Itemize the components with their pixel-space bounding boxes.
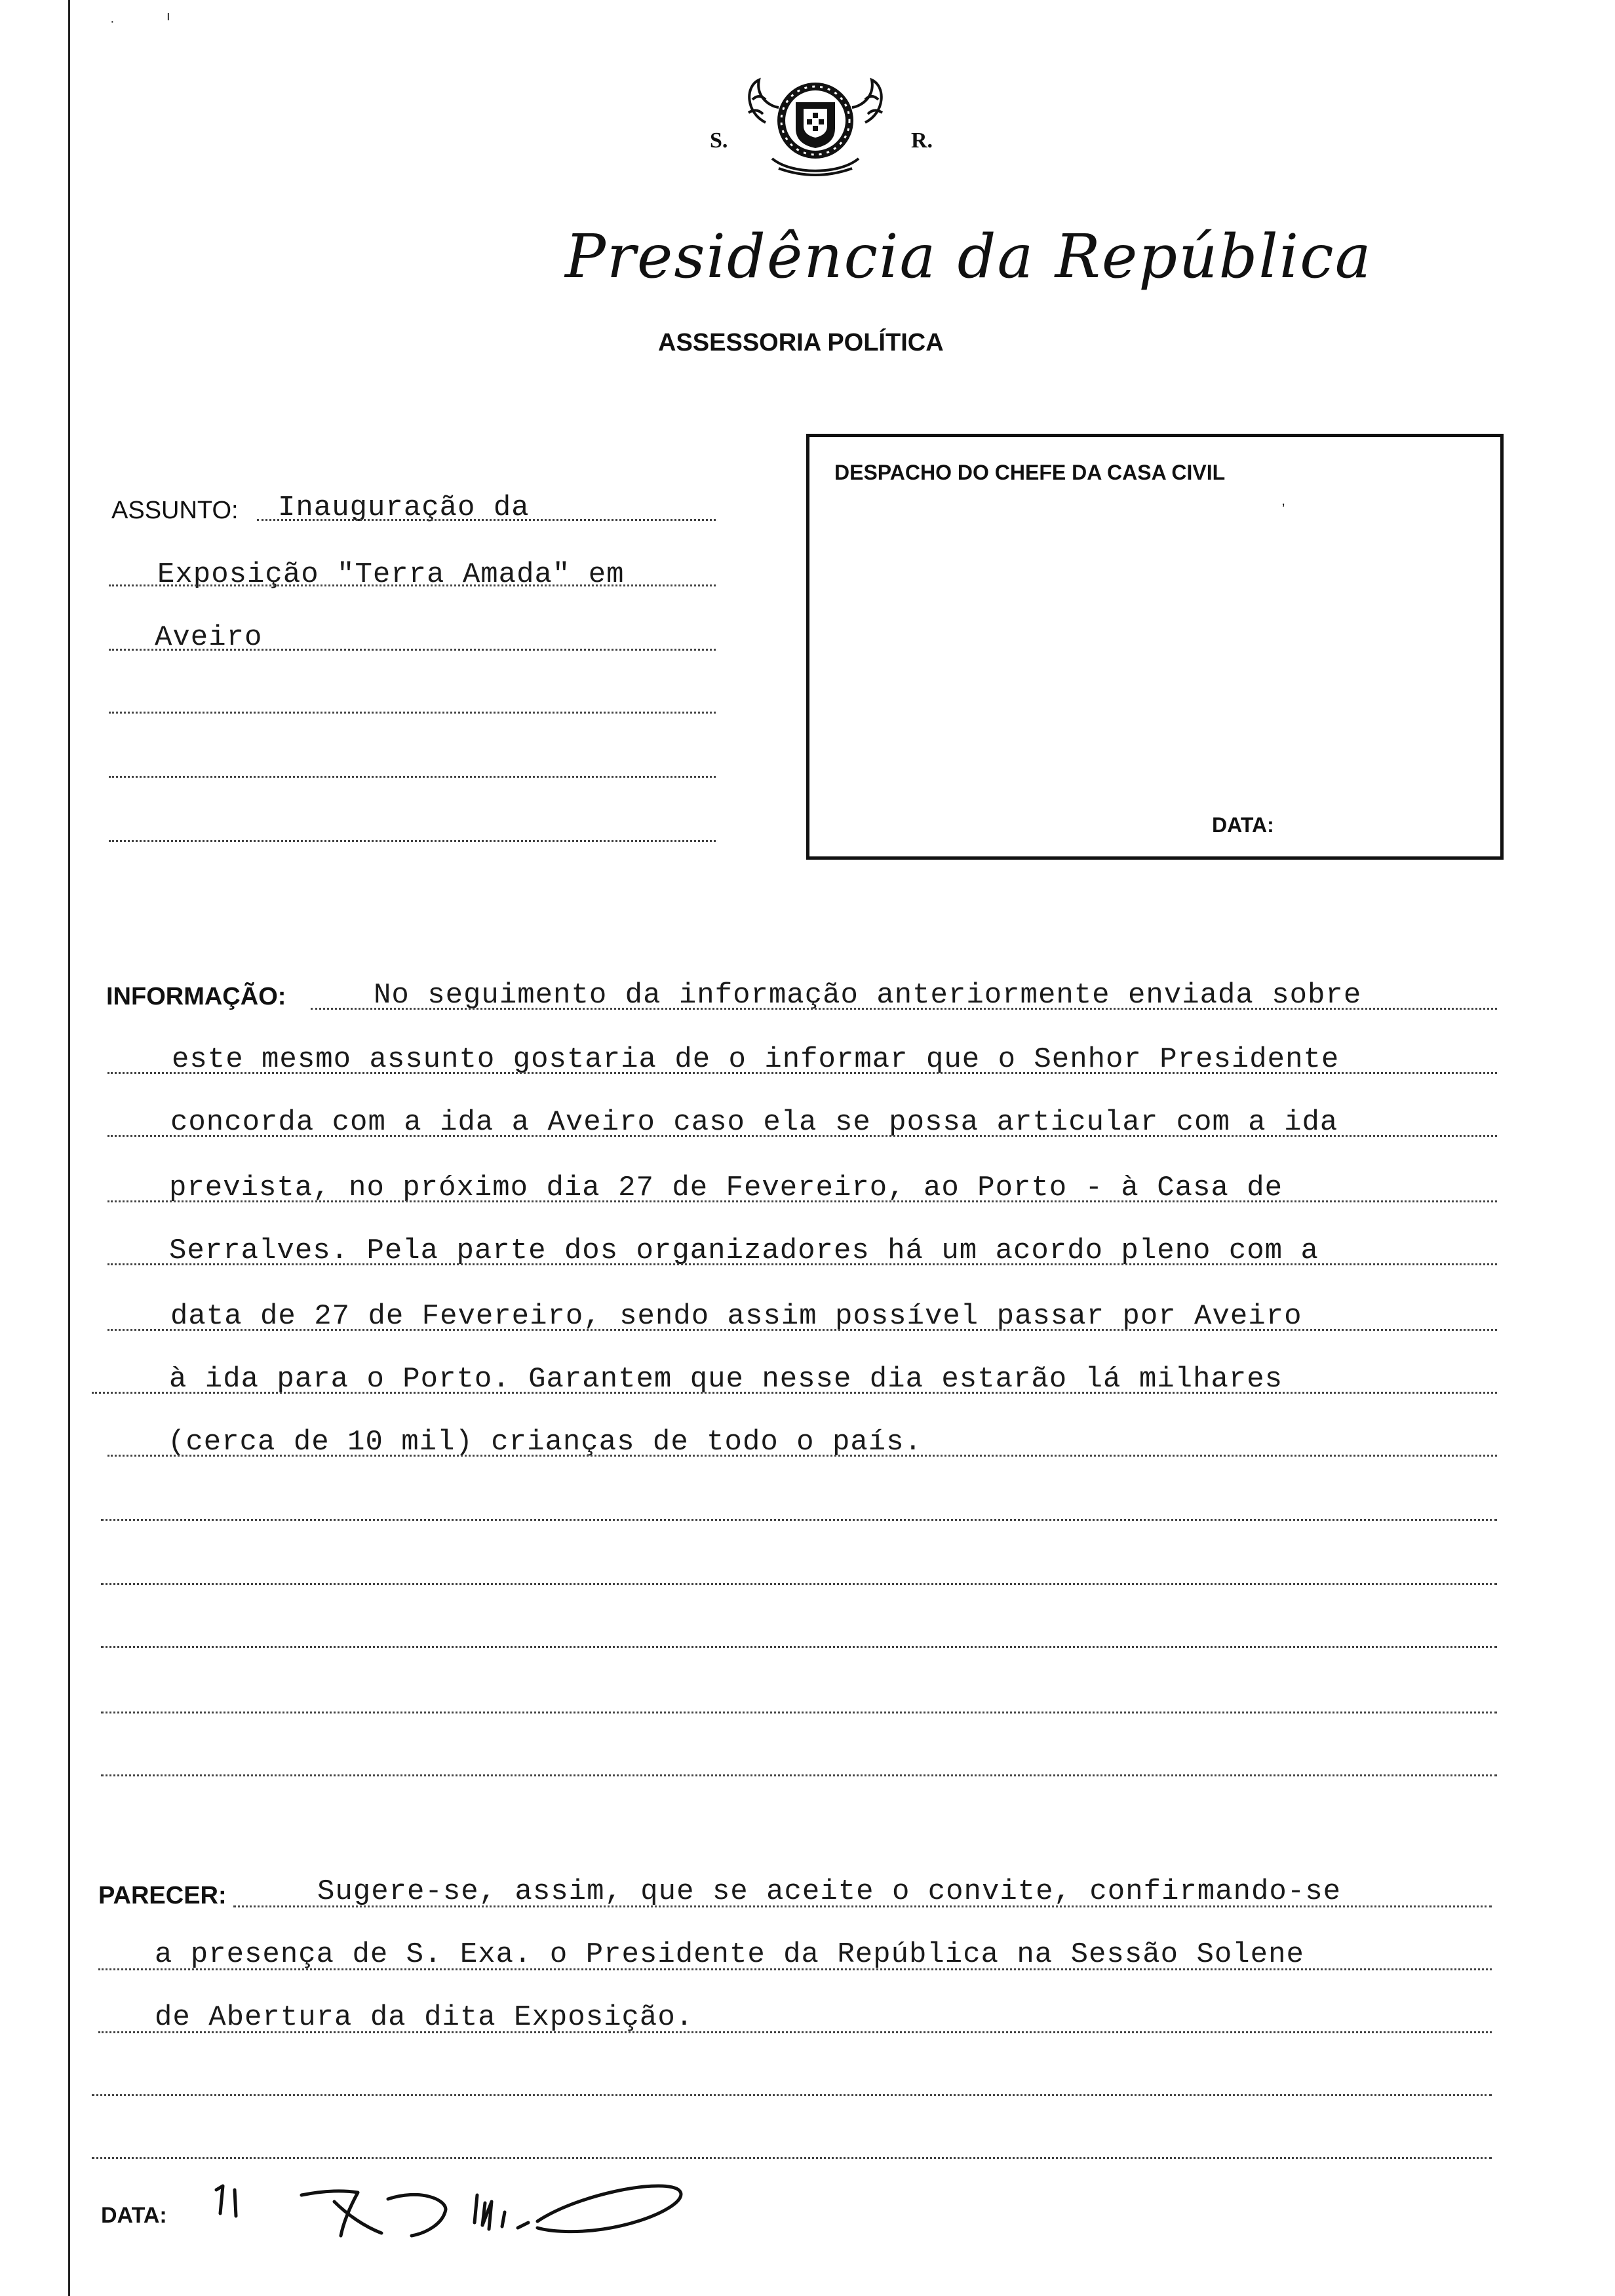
- footer-date-label: DATA:: [101, 2203, 167, 2228]
- parecer-line-3: de Abertura da dita Exposição.: [155, 2001, 694, 2034]
- department-title: ASSESSORIA POLÍTICA: [658, 329, 944, 356]
- dotted-rule: [92, 2157, 1492, 2159]
- informacao-line-4: prevista, no próximo dia 27 de Fevereiro, ao Porto - à Casa de: [169, 1172, 1283, 1204]
- header-r-letter: R.: [911, 128, 933, 153]
- dotted-rule: [101, 1712, 1497, 1713]
- informacao-line-1: No seguimento da informação anteriormente enviada sobre: [374, 979, 1362, 1012]
- dotted-rule: [257, 519, 716, 521]
- pen-mark: ,: [1281, 492, 1286, 508]
- informacao-line-7: à ida para o Porto. Garantem que nesse dia estarão lá milhares: [169, 1363, 1283, 1396]
- dotted-rule: [233, 1905, 1492, 1907]
- dotted-rule: [101, 1774, 1497, 1776]
- dotted-rule: [92, 1392, 1497, 1394]
- despacho-date-label: DATA:: [1212, 813, 1274, 837]
- header-s-letter: S.: [710, 128, 728, 153]
- scan-mark: ı: [166, 9, 170, 24]
- dotted-rule: [107, 1455, 1497, 1457]
- dotted-rule: [98, 2031, 1492, 2033]
- assunto-line-3: Aveiro: [155, 621, 263, 654]
- dotted-rule: [107, 1200, 1497, 1202]
- assunto-line-2: Exposição "Terra Amada" em: [157, 558, 625, 591]
- assunto-line-1: Inauguração da: [278, 491, 530, 524]
- dotted-rule: [109, 649, 716, 651]
- informacao-line-8: (cerca de 10 mil) crianças de todo o país.: [168, 1426, 922, 1459]
- dotted-rule: [109, 776, 716, 778]
- parecer-line-1: Sugere-se, assim, que se aceite o convite, confirmando-se: [317, 1875, 1342, 1908]
- dotted-rule: [107, 1329, 1497, 1331]
- despacho-box: [806, 434, 1504, 860]
- dotted-rule: [109, 584, 716, 586]
- dotted-rule: [107, 1263, 1497, 1265]
- informacao-line-5: Serralves. Pela parte dos organizadores há um acordo pleno com a: [169, 1234, 1319, 1267]
- assunto-label: ASSUNTO:: [111, 497, 239, 524]
- dotted-rule: [311, 1008, 1497, 1010]
- dotted-rule: [109, 840, 716, 842]
- dotted-rule: [92, 2094, 1492, 2096]
- parecer-line-2: a presença de S. Exa. o Presidente da República na Sessão Solene: [155, 1938, 1304, 1971]
- informacao-line-6: data de 27 de Fevereiro, sendo assim possível passar por Aveiro: [170, 1300, 1302, 1333]
- dotted-rule: [107, 1135, 1497, 1137]
- parecer-label: PARECER:: [98, 1882, 227, 1909]
- informacao-line-2: este mesmo assunto gostaria de o informar que o Senhor Presidente: [172, 1043, 1340, 1076]
- scan-mark: ·: [110, 14, 115, 29]
- informacao-label: INFORMAÇÃO:: [106, 983, 286, 1010]
- institution-title: Presidência da República: [565, 221, 1372, 292]
- dotted-rule: [98, 1968, 1492, 1970]
- informacao-line-3: concorda com a ida a Aveiro caso ela se possa articular com a ida: [170, 1106, 1338, 1139]
- dotted-rule: [107, 1072, 1497, 1074]
- dotted-rule: [109, 712, 716, 714]
- coat-of-arms-emblem: [739, 60, 891, 178]
- page-left-edge: [68, 0, 70, 2296]
- handwritten-date-signature: [210, 2175, 695, 2248]
- dotted-rule: [101, 1519, 1497, 1521]
- despacho-title: DESPACHO DO CHEFE DA CASA CIVIL: [834, 461, 1226, 484]
- dotted-rule: [101, 1646, 1497, 1648]
- dotted-rule: [101, 1583, 1497, 1585]
